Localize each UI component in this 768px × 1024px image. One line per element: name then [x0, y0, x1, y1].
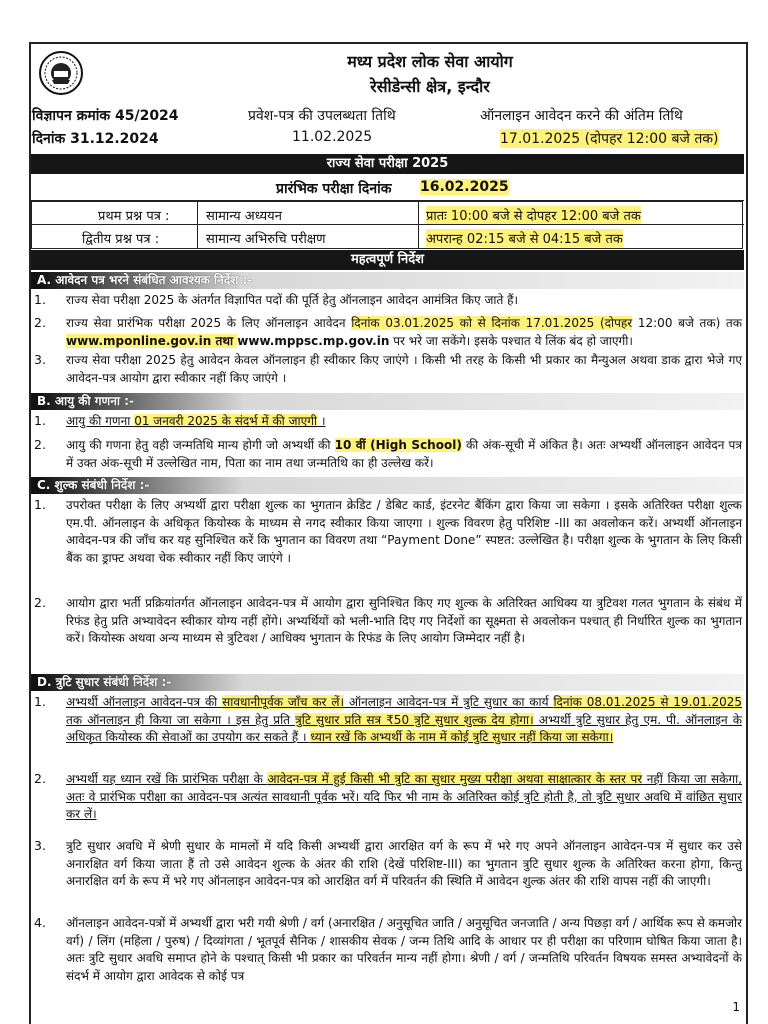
paper-1-time: प्रातः 10:00 बजे से दोपहर 12:00 बजे तक	[426, 206, 641, 224]
last-date: 17.01.2025 (दोपहर 12:00 बजे तक)	[500, 131, 719, 147]
mppsc-emblem-icon	[38, 50, 84, 96]
text: अभ्यर्थी त्रुटि सुधार हेतु एम. पी. ऑनलाइन के अधिकृत कियोस्क की सेवाओं का उपयोग कर सकते हैं ।	[66, 712, 742, 745]
text: अभ्यर्थी ऑनलाइन आवेदन-पत्र की	[66, 695, 223, 709]
correction-window-dates: दिनांक 08.01.2025 से 19.01.2025	[553, 695, 743, 709]
section-c-title: C. शुल्क संबंधी निर्देश :-	[37, 478, 150, 492]
text: अभ्यर्थी यह ध्यान रखें कि प्रारंभिक परीक्षा के	[66, 772, 268, 786]
text: ।	[317, 414, 326, 428]
paper-1-name: प्रथम प्रश्न पत्र :	[98, 209, 170, 224]
admit-card-date: 11.02.2025	[292, 129, 373, 145]
last-date-label: ऑनलाइन आवेदन करने की अंतिम तिथि	[480, 108, 683, 124]
age-reference-date: 01 जनवरी 2025 के संदर्भ में की जाएगी	[134, 414, 318, 428]
section-b-item-2	[66, 437, 742, 472]
item-number: 1.	[34, 694, 46, 709]
org-title: मध्य प्रदेश लोक सेवा आयोग	[347, 52, 513, 71]
exam-title-bar: राज्य सेवा परीक्षा 2025	[31, 154, 744, 174]
name-correction-note: ध्यान रखें कि अभ्यर्थी के नाम में कोई त्रुटि सुधार नहीं किया जा सकेगा।	[310, 730, 614, 745]
text: की अंक-सूची में अंकित है। अतः अभ्यर्थी ऑनलाइन आवेदन पत्र में उक्त अंक-सूची में उल्लेखित नाम, पिता का नाम तथा जन्मतिथि का ही उल्लेख करें।	[66, 438, 743, 470]
section-d-item-2	[66, 771, 742, 824]
item-number: 2.	[34, 771, 46, 786]
item-number: 2.	[34, 595, 46, 610]
text: 12:00 बजे तक) तक	[632, 316, 742, 330]
section-b-header	[31, 393, 744, 410]
text: ऑनलाइन आवेदन-पत्र में त्रुटि सुधार का कार्य	[344, 695, 554, 709]
highlight-text: आवेदन-पत्र में हुई किसी भी त्रुटि का सुधार मुख्य परीक्षा अथवा साक्षात्कार के स्तर पर	[267, 772, 643, 786]
correction-fee-text: त्रुटि सुधार प्रति सत्र ₹50 त्रुटि सुधार शुल्क देय होगा।	[295, 712, 534, 727]
section-b-title: B. आयु की गणना :-	[37, 394, 134, 408]
mponline-link[interactable]: www.mponline.gov.in	[66, 333, 212, 348]
prelim-date-label: प्रारंभिक परीक्षा दिनांक	[276, 181, 392, 197]
paper-2-time: अपरान्ह 02:15 बजे से 04:15 बजे तक	[426, 229, 623, 247]
section-b-item-1	[66, 413, 742, 431]
text: आयु की गणना हेतु वही जन्मतिथि मान्य होगी जो अभ्यर्थी की	[66, 438, 335, 452]
prelim-date: 16.02.2025	[420, 179, 509, 195]
section-a-header	[31, 272, 744, 289]
mppsc-link[interactable]: www.mppsc.mp.gov.in	[237, 333, 390, 348]
high-school-text: 10 वीं (High School)	[334, 438, 462, 452]
page-number: 1	[732, 1000, 740, 1014]
section-d-header	[31, 674, 744, 691]
paper-2-name: द्वितीय प्रश्न पत्र :	[82, 232, 160, 247]
paper-1-subject: सामान्य अध्ययन	[206, 209, 282, 224]
instructions-title-bar: महत्वपूर्ण निर्देश	[31, 250, 744, 270]
paper-2-subject: सामान्य अभिरुचि परीक्षण	[206, 232, 326, 247]
text: तथा	[211, 333, 238, 348]
section-d-title: D. त्रुटि सुधार संबंधी निर्देश :-	[37, 675, 172, 689]
section-a-item-1: राज्य सेवा परीक्षा 2025 के अंतर्गत विज्ञापित पदों की पूर्ति हेतु ऑनलाइन आवेदन आमंत्रित किए जाते हैं।	[66, 293, 519, 307]
section-c-item-2: आयोग द्वारा भर्ती प्रक्रियांतर्गत ऑनलाइन आवेदन-पत्र में आयोग द्वारा सुनिश्चित किए गए शुल्क के अतिरिक्त आधिक्य या त्रुटिवश गलत भुगतान के संबंध में रिफंड हेतु प्रति अभ्यावेदन स्वीकार योग्य नहीं होंगे। अभ्यर्थियों को भली-भाति दिए गए निर्देशों का सूक्ष्मता से अवलोकन पश्चात् ही निर्धारित शुल्क का भुगतान करें। कियोस्क अथवा अन्य माध्यम से त्रुटिवश / आधिक्य भुगतान के रिफंड के लिए आयोग जिम्मेदार नहीं है।	[66, 596, 742, 646]
section-a-title: A. आवेदन पत्र भरने संबंधित आवश्यक निर्देश :-	[37, 273, 253, 287]
highlight-text: सावधानीपूर्वक जाँच कर लें।	[222, 695, 345, 709]
section-a-item-2	[66, 315, 742, 350]
section-c-header	[31, 477, 744, 494]
table-row-divider	[31, 224, 744, 225]
section-d-item-4: ऑनलाइन आवेदन-पत्रों में अभ्यर्थी द्वारा भरी गयी श्रेणी / वर्ग (अनारक्षित / अनुसूचित जाति / अनुसूचित जनजाति / अन्य पिछड़ा वर्ग / आर्थिक रूप से कमजोर वर्ग) / लिंग (महिला / पुरुष) / दिव्यांगता / भूतपूर्व सैनिक / शासकीय सेवक / जन्म तिथि आदि के आधार पर ही परीक्षा का परिणाम घोषित किया जाता है। अतः त्रुटि सुधार अवधि समाप्त होने के पश्चात् किसी भी प्रकार का परिवर्तन मान्य नहीं होगा। श्रेणी / वर्ग / जन्मतिथि परिवर्तन विषयक समस्त अभ्यावेदनों के संदर्भ में आयोग द्वारा आवेदक से कोई पत्र	[66, 916, 742, 983]
admit-card-label: प्रवेश-पत्र की उपलब्धता तिथि	[248, 108, 396, 124]
text: राज्य सेवा प्रारंभिक परीक्षा 2025 के लिए ऑनलाइन आवेदन	[66, 316, 352, 330]
org-address: रेसीडेन्सी क्षेत्र, इन्दौर	[370, 77, 490, 96]
text: नहीं किया जा सकेगा, अतः वे प्रारंभिक परीक्षा का आवेदन-पत्र अत्यंत सावधानी पूर्वक भरें। यदि फिर भी नाम के अतिरिक्त कोई त्रुटि होती है, तो त्रुटि सुधार अवधि में वांछित सुधार कर लें।	[66, 772, 742, 822]
item-number: 1.	[34, 292, 46, 307]
item-number: 1.	[34, 497, 46, 512]
item-number: 3.	[34, 352, 46, 367]
item-number: 4.	[34, 915, 46, 930]
text: आयु की गणना	[66, 414, 135, 428]
text: पर भरे जा सकेंगे। इसके पश्चात ये लिंक बंद हो जाएगी।	[389, 333, 633, 348]
text: तक ऑनलाइन ही किया जा सकेगा । इस हेतु प्रति	[66, 712, 296, 727]
advertisement-number: विज्ञापन क्रमांक 45/2024	[32, 108, 179, 124]
item-number: 3.	[34, 838, 46, 853]
item-number: 2.	[34, 437, 46, 452]
item-number: 2.	[34, 315, 46, 330]
item-number: 1.	[34, 413, 46, 428]
advertisement-date: दिनांक 31.12.2024	[32, 131, 159, 147]
application-window-text: दिनांक 03.01.2025 को से दिनांक 17.01.2025 (दोपहर	[351, 316, 633, 330]
section-c-item-1: उपरोक्त परीक्षा के लिए अभ्यर्थी द्वारा परीक्षा शुल्क का भुगतान क्रेडिट / डेबिट कार्ड, इंटरनेट बैंकिंग द्वारा किया जा सकेगा । इसके अतिरिक्त परीक्षा शुल्क एम.पी. ऑनलाइन के अधिकृत कियोस्क के माध्यम से नगद स्वीकार किया जाएगा । शुल्क विवरण हेतु परिशिष्ट -III का अवलोकन करें। अभ्यर्थी ऑनलाइन आवेदन-पत्र की जाँच कर यह सुनिश्चित करें कि भुगतान का विवरण तथा “Payment Done” स्पष्टत: उल्लेखित है। परीक्षा शुल्क के भुगतान के लिए किसी बैंक का ड्राफ्ट अथवा चेक स्वीकार नहीं किए जाएंगे ।	[66, 498, 742, 565]
section-d-item-3: त्रुटि सुधार अवधि में श्रेणी सुधार के मामलों में यदि किसी अभ्यर्थी द्वारा आरक्षित वर्ग के रूप में भरे गए अपने ऑनलाइन आवेदन-पत्र में सुधार कर उसे अनारक्षित वर्ग किया जाता हैं तो उसे आवेदन शुल्क के अंतर की राशि (देखें परिशिष्ट-III) का भुगतान त्रुटि सुधार शुल्क के अतिरिक्त करना होगा, किन्तु अनारक्षित वर्ग के रूप में भरे गए ऑनलाइन आवेदन-पत्र को आरक्षित वर्ग में परिवर्तन की स्थिति में आवेदन शुल्क अंतर की राशि वापस नहीं की जाएगी।	[66, 839, 742, 889]
section-a-item-3: राज्य सेवा परीक्षा 2025 हेतु आवेदन केवल ऑनलाइन ही स्वीकार किए जाएंगे । किसी भी तरह के किसी भी प्रकार का मैन्युअल अथवा डाक द्वारा भेजे गए आवेदन-पत्र आयोग द्वारा स्वीकार नहीं किए जाएंगे ।	[66, 353, 742, 385]
section-d-item-1	[66, 694, 742, 747]
